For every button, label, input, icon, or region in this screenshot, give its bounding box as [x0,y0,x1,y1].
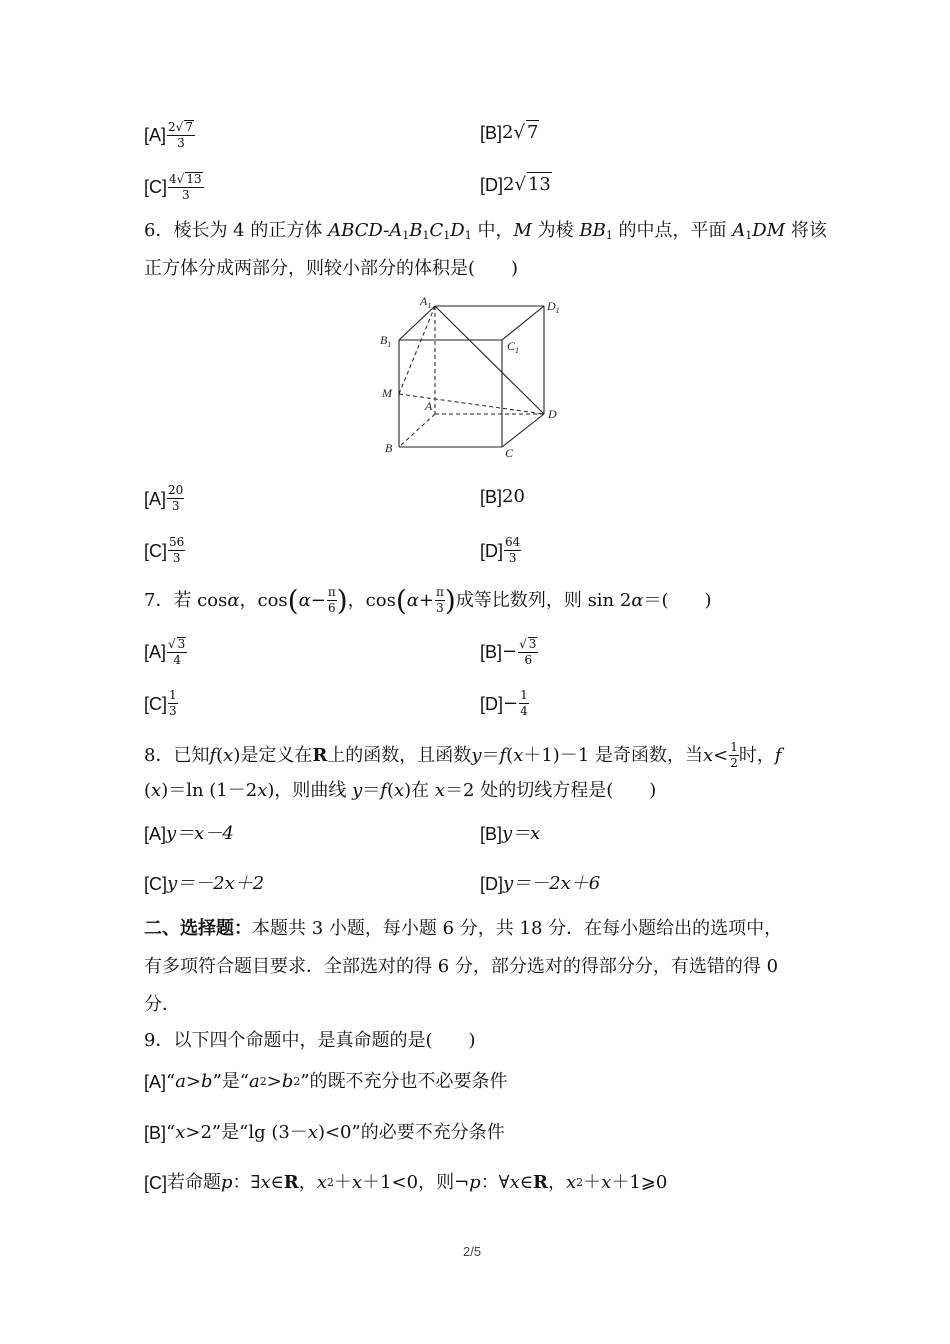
q7-option-b: [B] − $\frac{√ 3}{6}$ [480,637,537,667]
label-b1: $B_1$ [380,333,392,349]
q6-option-c: [C] $\frac{56}{3}$ [144,535,185,565]
label-a: A [425,399,433,413]
q6-line2: 正方体分成两部分，则较小部分的体积是( ) [144,258,519,279]
label-c1: $C_1$ [507,339,520,355]
section2-line3: 分． [144,994,180,1015]
q9-stem: 9．以下四个命题中，是真命题的是( ) [144,1030,476,1051]
q7-option-d: [D] − $\frac{1}{4}$ [480,688,528,718]
section2-title: 二、选择题： [144,918,252,939]
q5-option-b: [B] 2 √ 7 [480,121,539,143]
q5-option-a [144,120,195,150]
q8-line1: 8． 已知 f ( x )是定义在 R 上的函数，且函数 y ＝ f ( x ＋1)－1 是奇函数，当 x < $\frac{1}{2}$ 时， f [144,740,782,770]
q6-option-d: [D] $\frac{64}{3}$ [480,535,521,565]
q9-option-c: [C] 若命题 p ：∃ x ∈ R ， x 2 ＋ x ＋1<0，则¬ p ：∀ x ∈ R ， x 2 ＋ x ＋1⩾0 [144,1172,668,1193]
q6-line1: 6．棱长为 4 的正方体 ABCD-$A_1B_1C_1D_1$ 中，M 为棱 $BB_1$ 的中点，平面 $A_1DM$ 将该 [144,220,827,242]
q8-option-c: [C] y＝－2x＋2 [144,873,265,894]
q5-option-d: [D] 2 √ 13 [480,173,551,195]
label-d1: $D_1$ [547,299,560,315]
q7-option-a: [A] $\frac{√ 3}{4}$ [144,637,186,667]
q8-option-a: [A] y＝x－4 [144,823,234,844]
fraction: $\frac{2√ 7}{3}$ [168,120,193,150]
q8-line2: (x)＝ln (1－2x)，则曲线 y＝f(x)在 x＝2 处的切线方程是( ) [144,780,657,801]
label-c: C [505,446,514,460]
q9-option-a: [A] “ a > b ”是“ a 2 > b 2 ”的既不充分也不必要条件 [144,1071,508,1092]
q5-option-c: [C] $\frac{4√ 13}{3}$ [144,172,202,202]
page-number: 2/5 [463,1244,482,1259]
option-tag: [A] [144,125,167,145]
label-m: M [382,386,392,400]
fraction: $\frac{4√ 13}{3}$ [169,172,202,202]
q7-stem: 7． 若 cos α ，cos ( α − $\frac{\pi}{6}$ ) ，cos ( α + $\frac{\pi}{3}$ ) 成等比数列，则 sin 2 α ＝( ) [144,583,712,617]
q8-option-d: [D] y＝－2x＋6 [480,873,601,894]
label-d: D [548,407,557,421]
q7-option-c: [C] $\frac{1}{3}$ [144,688,177,718]
q9-option-b: [B] “ x >2”是“lg (3－ x )<0”的必要不充分条件 [144,1122,505,1143]
section2-line1: 二、选择题：本题共 3 小题，每小题 6 分，共 18 分．在每小题给出的选项中， [144,918,783,939]
label-b: B [385,441,393,455]
cube-figure [372,290,572,462]
q6-option-b: [B] 20 [480,486,525,507]
q6-option-a: [A] $\frac{20}{3}$ [144,483,184,513]
q8-option-b: [B] y＝x [480,823,541,844]
section2-line2: 有多项符合题目要求．全部选对的得 6 分，部分选对的得部分分，有选错的得 0 [144,956,779,977]
label-a1: $A_1$ [420,294,432,310]
